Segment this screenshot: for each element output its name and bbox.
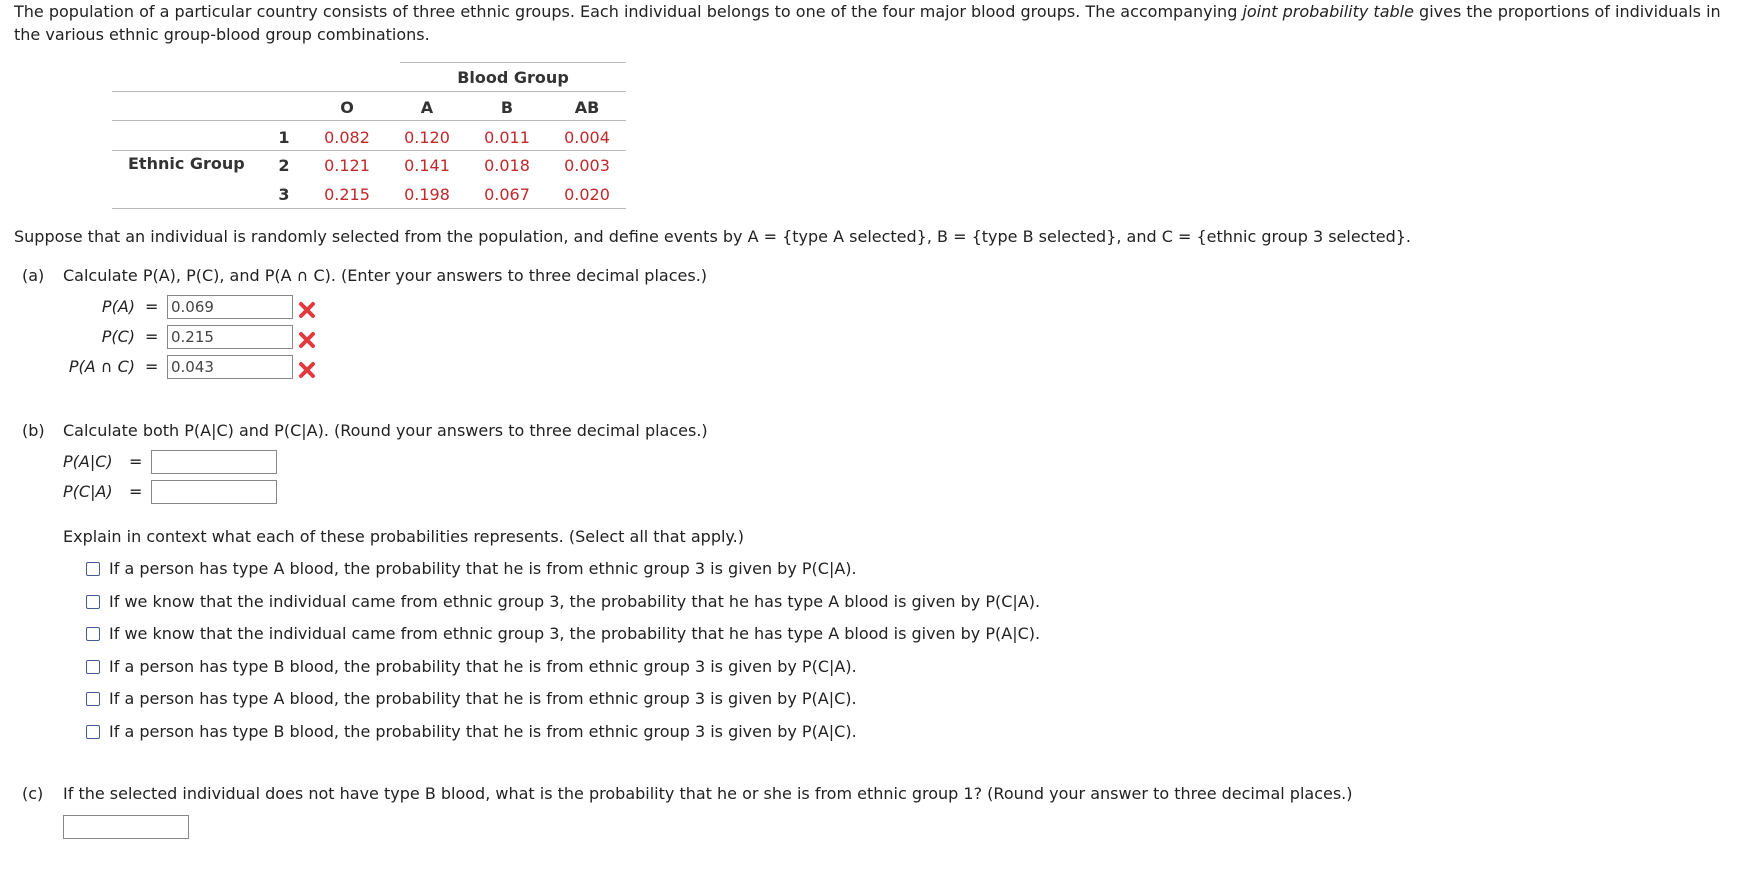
cell-2-b: 0.018 [484,156,530,175]
col-header: Blood Group [457,68,569,87]
pac-label: P(A ∩ C) [68,357,135,376]
cell-1-a: 0.120 [404,128,450,147]
part-a-question: Calculate P(A), P(C), and P(A ∩ C). (Enter your answers to three decimal places.) [63,266,708,285]
row-label-3: 3 [278,185,290,204]
option-label: If a person has type B blood, the probability that he is from ethnic group 3 is given by P(C|A). [109,657,857,676]
incorrect-x-icon [297,330,317,350]
incorrect-x-icon [297,300,317,320]
cell-3-b: 0.067 [484,185,530,204]
pc-equals: = [145,327,159,346]
option-label: If a person has type A blood, the probability that he is from ethnic group 3 is given by P(C|A). [109,559,857,578]
option-4[interactable] [86,657,857,677]
checkbox[interactable] [86,562,100,576]
explain-text: Explain in context what each of these probabilities represents. (Select all that apply.) [63,527,744,546]
option-label: If a person has type A blood, the probability that he is from ethnic group 3 is given by P(A|C). [109,689,857,708]
checkbox[interactable] [86,627,100,641]
cell-3-a: 0.198 [404,185,450,204]
cell-1-b: 0.011 [484,128,530,147]
pc-label: P(C) [101,327,135,346]
part-c-input[interactable] [63,815,189,839]
intro-text-3: the various ethnic group-blood group combinations. [14,25,430,44]
option-2[interactable] [86,592,1040,612]
cell-1-o: 0.082 [324,128,370,147]
part-c-marker: (c) [22,784,44,803]
row-header: Ethnic Group [128,154,245,173]
part-b-question: Calculate both P(A|C) and P(C|A). (Round your answers to three decimal places.) [63,421,708,440]
cell-2-ab: 0.003 [564,156,610,175]
intro-emphasis: joint probability table [1242,2,1414,21]
suppose-text: Suppose that an individual is randomly selected from the population, and define events by A = {type A selected}, B = {type B selected}, and C = {ethnic group 3 selected}. [14,227,1412,246]
intro-text-1: The population of a particular country consists of three ethnic groups. Each individual belongs to one of the four major blood groups. The accompanying [14,2,1243,21]
cell-3-ab: 0.020 [564,185,610,204]
checkbox[interactable] [86,595,100,609]
part-b-marker: (b) [22,421,45,440]
pac-input[interactable] [167,355,293,379]
col-o: O [340,98,354,117]
checkbox[interactable] [86,725,100,739]
pa-input[interactable] [167,295,293,319]
col-ab: AB [574,98,600,117]
option-label: If we know that the individual came from ethnic group 3, the probability that he has type A blood is given by P(C|A). [109,592,1041,611]
part-a-marker: (a) [22,266,45,285]
pac-cond-label: P(A|C) [63,452,113,471]
pa-label: P(A) [101,297,135,316]
pa-equals: = [145,297,159,316]
problem-intro [14,0,1754,46]
cell-3-o: 0.215 [324,185,370,204]
pc-input[interactable] [167,325,293,349]
cell-2-a: 0.141 [404,156,450,175]
p-c-given-a-input[interactable] [151,480,277,504]
row-label-1: 1 [278,128,290,147]
option-label: If a person has type B blood, the probability that he is from ethnic group 3 is given by P(A|C). [109,722,857,741]
checkbox[interactable] [86,692,100,706]
option-3[interactable] [86,624,1040,644]
pac-equals: = [145,357,159,376]
option-1[interactable] [86,559,857,579]
incorrect-x-icon [297,360,317,380]
pca-cond-equals: = [129,482,143,501]
checkbox[interactable] [86,660,100,674]
option-5[interactable] [86,689,857,709]
pca-cond-label: P(C|A) [63,482,113,501]
col-b: B [500,98,514,117]
intro-text-2: gives the proportions of individuals in [1413,2,1721,21]
row-label-2: 2 [278,156,290,175]
col-a: A [420,98,434,117]
option-6[interactable] [86,722,857,742]
p-a-given-c-input[interactable] [151,450,277,474]
pac-cond-equals: = [129,452,143,471]
option-label: If we know that the individual came from ethnic group 3, the probability that he has type A blood is given by P(A|C). [109,624,1041,643]
cell-2-o: 0.121 [324,156,370,175]
cell-1-ab: 0.004 [564,128,610,147]
part-c-question: If the selected individual does not have type B blood, what is the probability that he or she is from ethnic group 1? (Round your answer to three decimal places.) [63,784,1353,803]
